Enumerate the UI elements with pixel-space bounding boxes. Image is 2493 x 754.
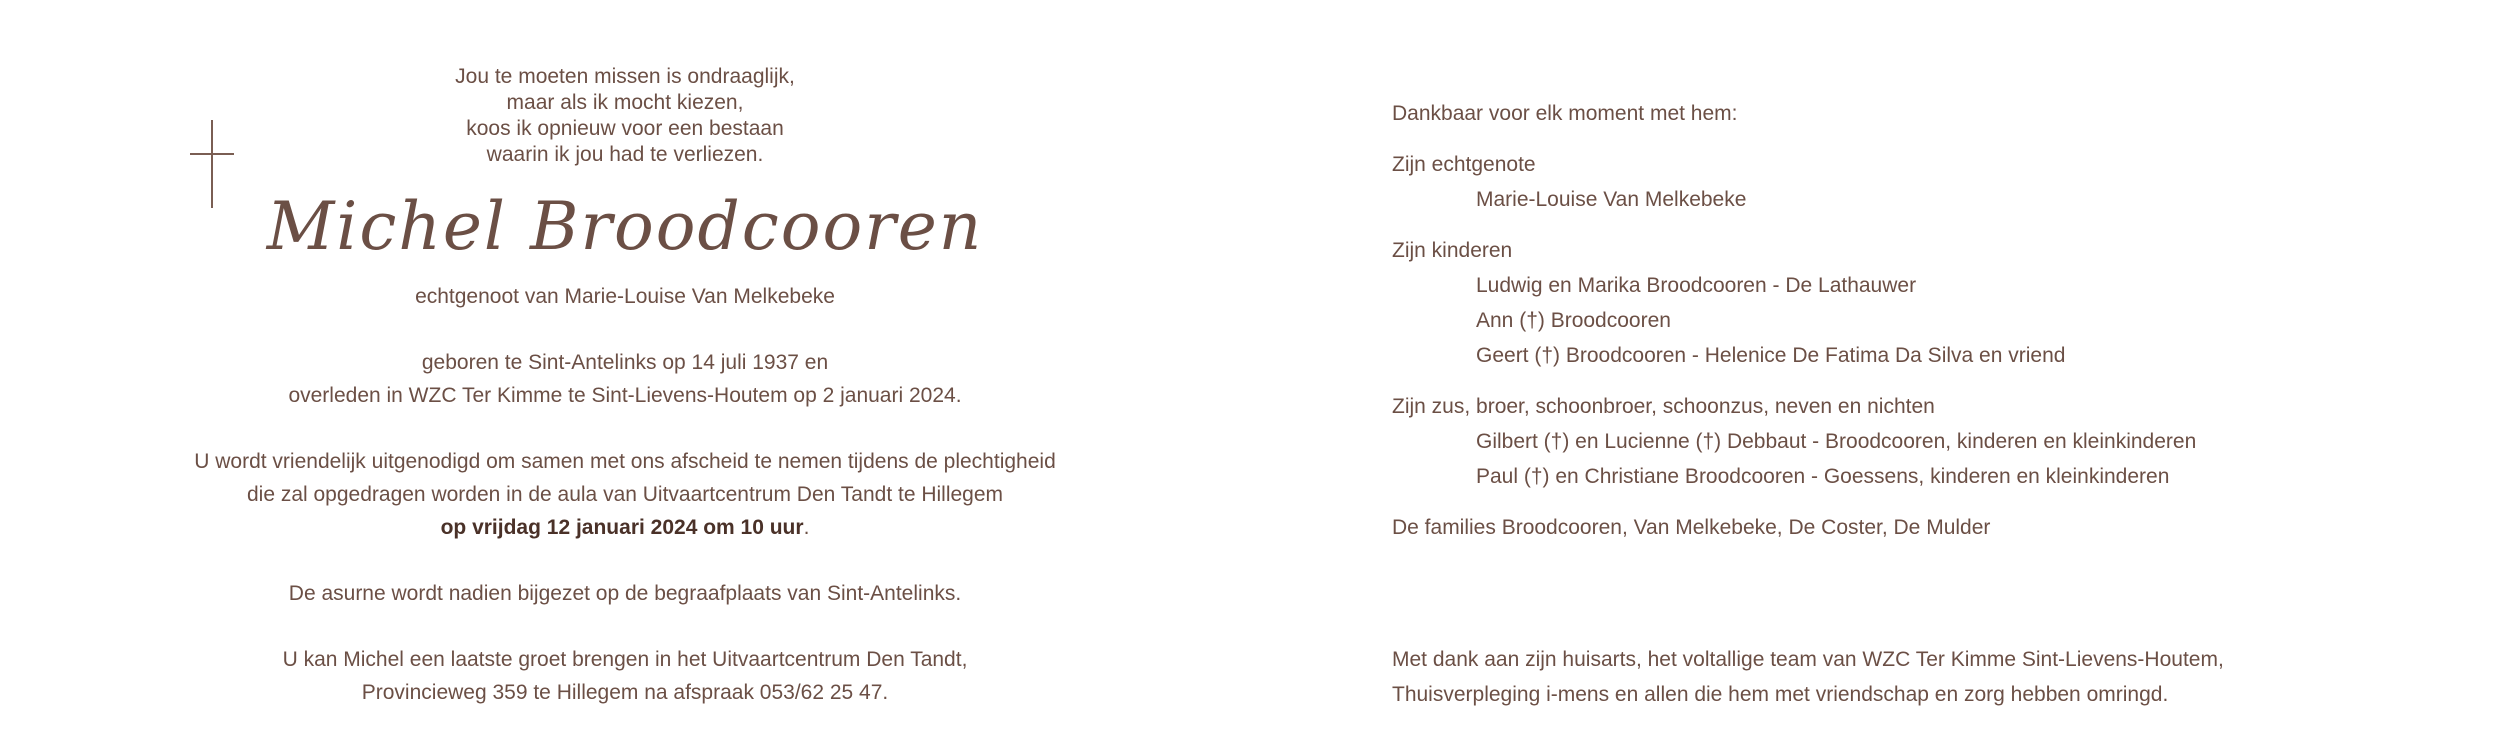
invite-date-suffix: . [803,516,810,539]
visit-line: U kan Michel een laatste groet brengen in het Uitvaartcentrum Den Tandt, [282,648,968,671]
invite-date: op vrijdag 12 januari 2024 om 10 uur [440,516,804,539]
poem-line: koos ik opnieuw voor een bestaan [466,117,784,140]
section-heading: Zijn kinderen [1392,239,1513,262]
burial-line: De asurne wordt nadien bijgezet op de begraafplaats van Sint-Antelinks. [288,582,962,605]
birth-line: geboren te Sint-Antelinks op 14 juli 1937 en [421,351,829,374]
list-item: Ludwig en Marika Broodcooren - De Lathauwer [1476,274,1917,297]
poem-line: waarin ik jou had te verliezen. [486,143,764,166]
right-panel [1392,96,2452,545]
list-item: Paul (†) en Christiane Broodcooren - Goessens, kinderen en kleinkinderen [1476,465,2170,488]
intro-line: Dankbaar voor elk moment met hem: [1392,102,1738,125]
deceased-name: Michel Broodcooren [266,188,984,265]
thanks-line: Thuisverpleging i-mens en allen die hem met vriendschap en zorg hebben omringd. [1392,683,2169,706]
death-line: overleden in WZC Ter Kimme te Sint-Lievens-Houtem op 2 januari 2024. [288,384,962,407]
children-section [1392,233,2452,373]
thanks-block [1392,642,2224,712]
invite-line: die zal opgedragen worden in de aula van Uitvaartcentrum Den Tandt te Hillegem [246,483,1004,506]
poem-line: maar als ik mocht kiezen, [506,91,744,114]
left-panel [170,64,1080,709]
spouse-section [1392,147,2452,217]
section-heading: Zijn echtgenote [1392,153,1536,176]
families-line: De families Broodcooren, Van Melkebeke, De Coster, De Mulder [1392,516,1991,539]
thanks-line: Met dank aan zijn huisarts, het voltallige team van WZC Ter Kimme Sint-Lievens-Houtem, [1392,648,2224,671]
poem [170,64,1080,168]
invite-line: U wordt vriendelijk uitgenodigd om samen met ons afscheid te nemen tijdens de plechtigheid [194,450,1056,473]
poem-line: Jou te moeten missen is ondraaglijk, [455,65,795,88]
spouse-line: echtgenoot van Marie-Louise Van Melkebeke [415,285,835,308]
list-item: Marie-Louise Van Melkebeke [1476,188,1747,211]
list-item: Gilbert (†) en Lucienne (†) Debbaut - Broodcooren, kinderen en kleinkinderen [1476,430,2197,453]
visit-line: Provincieweg 359 te Hillegem na afspraak 053/62 25 47. [361,681,889,704]
list-item: Geert (†) Broodcooren - Helenice De Fatima Da Silva en vriend [1476,344,2066,367]
section-heading: Zijn zus, broer, schoonbroer, schoonzus, neven en nichten [1392,395,1935,418]
invite-date-line [170,511,1080,544]
list-item: Ann (†) Broodcooren [1476,309,1671,332]
siblings-section [1392,389,2452,494]
